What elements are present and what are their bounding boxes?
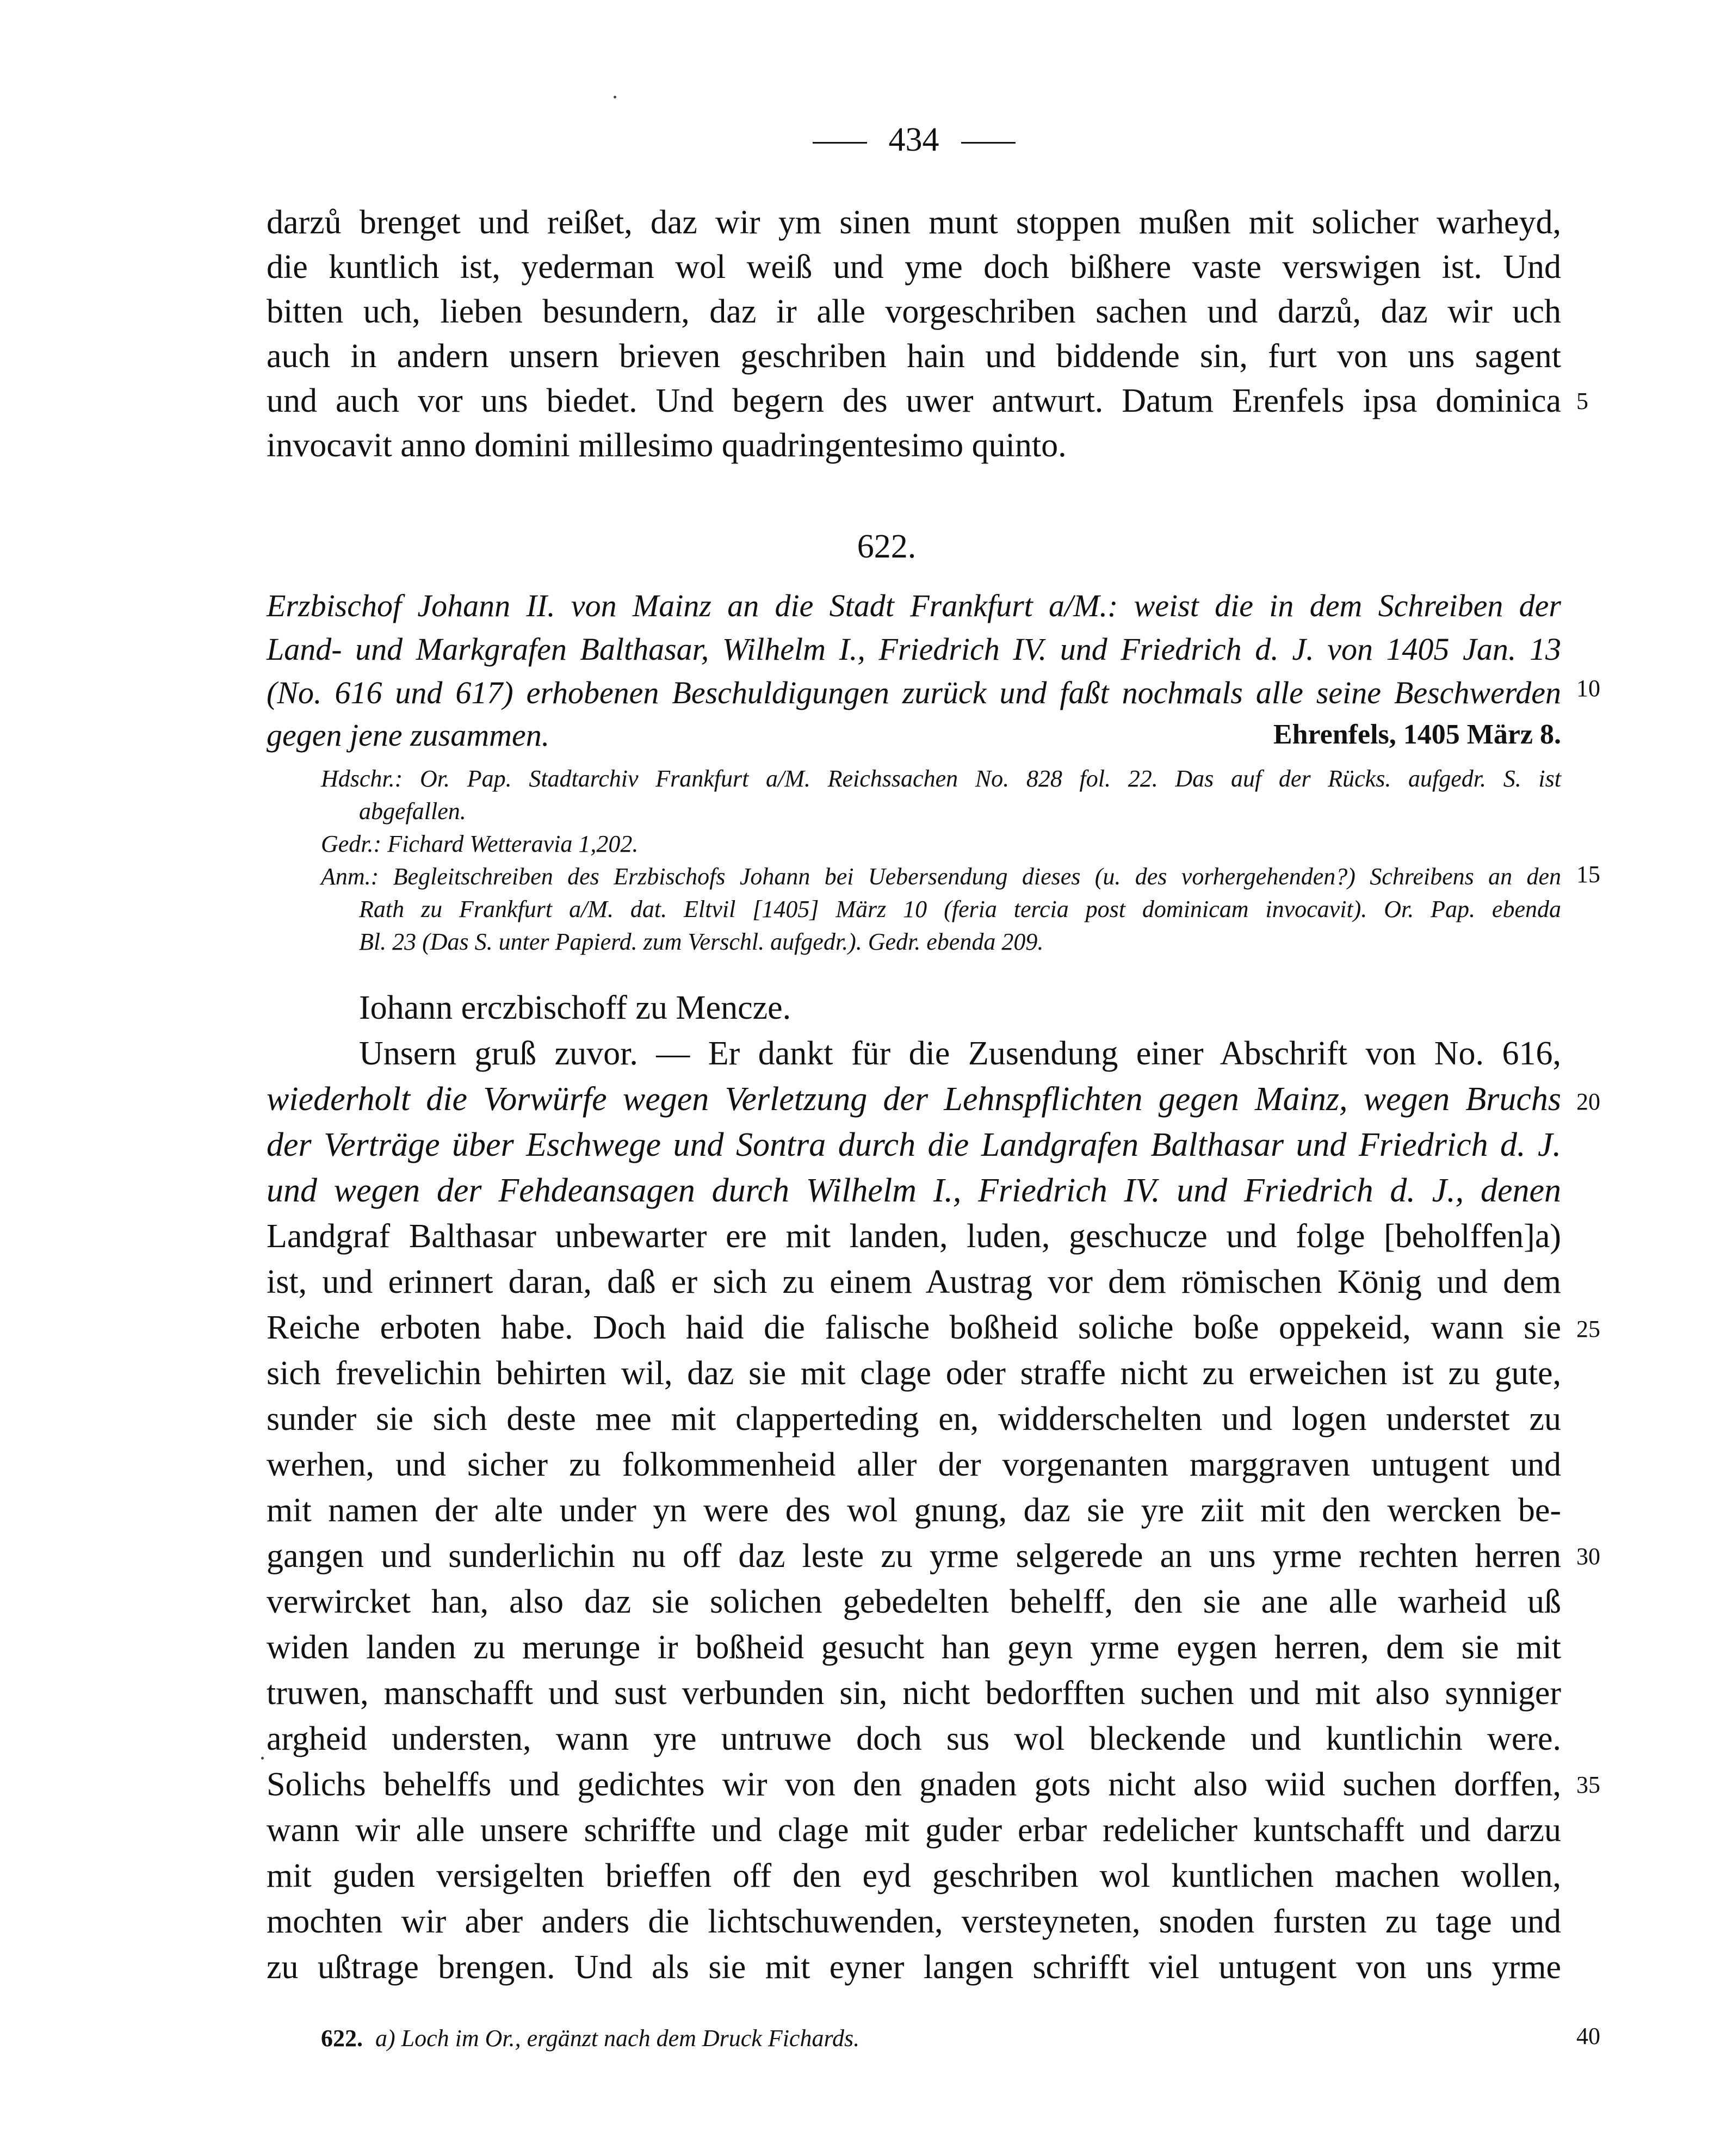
footnote-text: a) Loch im Or., ergänzt nach dem Druck Fichards. <box>375 2025 860 2052</box>
letter-line: wann wir alle unsere schriffte und clage mit guder erbar redelicher kuntschafft und darzu <box>267 1812 1561 1849</box>
line-number: 25 <box>1576 1316 1600 1342</box>
letter-line: Solichs behelffs und gedichtes wir von den gnaden gots nicht also wiid suchen dorffen, <box>267 1766 1561 1803</box>
regest-line: Land- und Markgrafen Balthasar, Wilhelm I., Friedrich IV. und Friedrich d. J. von 1405 Jan. 13 <box>267 631 1561 667</box>
place-date: Ehrenfels, 1405 März 8. <box>1273 719 1561 750</box>
regest-line: Erzbischof Johann II. von Mainz an die Stadt Frankfurt a/M.: weist die in dem Schreiben der <box>267 588 1561 623</box>
letter-line: mit namen der alte under yn were des wol gnung, daz sie yre ziit mit den wercken be- <box>267 1492 1561 1529</box>
letter-line: wiederholt die Vorwürfe wegen Verletzung der Lehnspflichten gegen Mainz, wegen Bruchs <box>267 1081 1561 1118</box>
line-number: 20 <box>1576 1088 1600 1115</box>
letter-line: Landgraf Balthasar unbewarter ere mit landen, luden, geschucze und folge [beholffen]a) <box>267 1218 1561 1255</box>
scan-speck <box>261 1757 264 1760</box>
text-line: invocavit anno domini millesimo quadringentesimo quinto. <box>267 427 1067 464</box>
letter-line: sich frevelichin behirten wil, daz sie mit clage oder straffe nicht zu erweichen ist zu gute, <box>267 1355 1561 1392</box>
letter-line: werhen, und sicher zu folkommenheid aller der vorgenanten marggraven untugent und <box>267 1446 1561 1483</box>
page-header <box>762 121 1066 159</box>
line-number: 5 <box>1576 388 1588 414</box>
apparatus-line: Hdschr.: Or. Pap. Stadtarchiv Frankfurt a/M. Reichssachen No. 828 fol. 22. Das auf der Rücks. aufgedr. S. ist <box>321 765 1561 792</box>
letter-line: widen landen zu merunge ir boßheid gesucht han geyn yrme eygen herren, dem sie mit <box>267 1629 1561 1666</box>
line-number: 35 <box>1576 1771 1600 1798</box>
letter-line: argheid understen, wann yre untruwe doch sus wol bleckende und kuntlichin were. <box>267 1720 1561 1757</box>
letter-salutation: Iohann erczbischoff zu Mencze. <box>359 989 791 1026</box>
apparatus-line: Rath zu Frankfurt a/M. dat. Eltvil [1405] März 10 (feria tercia post dominicam invocavit). Or. Pap. ebenda <box>359 896 1561 922</box>
line-number: 30 <box>1576 1543 1600 1570</box>
text-line: bitten uch, lieben besundern, daz ir alle vorgeschriben sachen und darzů, daz wir uch <box>267 293 1561 330</box>
apparatus-line: Bl. 23 (Das S. unter Papierd. zum Verschl. aufgedr.). Gedr. ebenda 209. <box>359 928 1044 955</box>
page-number: 434 <box>888 121 939 158</box>
letter-line: der Verträge über Eschwege und Sontra durch die Landgrafen Balthasar und Friedrich d. J. <box>267 1126 1561 1163</box>
letter-line: gangen und sunderlichin nu off daz leste zu yrme selgerede an uns yrme rechten herren <box>267 1538 1561 1575</box>
apparatus-line: Gedr.: Fichard Wetteravia 1,202. <box>321 831 639 857</box>
regest-line: gegen jene zusammen. <box>267 717 550 753</box>
text-line: auch in andern unsern brieven geschriben hain und biddende sin, furt von uns sagent <box>267 338 1561 375</box>
letter-line: sunder sie sich deste mee mit clapperteding en, widderschelten und logen understet zu <box>267 1401 1561 1438</box>
regest-line: (No. 616 und 617) erhobenen Beschuldigungen zurück und faßt nochmals alle seine Beschwerden <box>267 675 1561 710</box>
letter-line: und wegen der Fehdeansagen durch Wilhelm I., Friedrich IV. und Friedrich d. J., denen <box>267 1172 1561 1209</box>
apparatus-line: abgefallen. <box>359 798 466 825</box>
text-line: darzů brenget und reißet, daz wir ym sinen munt stoppen mußen mit solicher warheyd, <box>267 204 1561 241</box>
text-line: und auch vor uns biedet. Und begern des uwer antwurt. Datum Erenfels ipsa dominica <box>267 382 1561 419</box>
letter-line: mochten wir aber anders die lichtschuwenden, versteyneten, snoden fursten zu tage und <box>267 1903 1561 1940</box>
letter-line: mit guden versigelten brieffen off den eyd geschriben wol kuntlichen machen wollen, <box>267 1857 1561 1894</box>
line-number: 40 <box>1576 2023 1600 2049</box>
header-dash-left <box>813 142 867 144</box>
letter-line: ist, und erinnert daran, daß er sich zu einem Austrag vor dem römischen König und dem <box>267 1263 1561 1300</box>
letter-line: zu ußtrage brengen. Und als sie mit eyner langen schrifft viel untugent von uns yrme <box>267 1949 1561 1986</box>
header-dash-right <box>961 142 1016 144</box>
letter-line: Unsern gruß zuvor. — Er dankt für die Zusendung einer Abschrift von No. 616, <box>359 1035 1561 1072</box>
scan-speck <box>614 96 616 98</box>
footnote-label: 622. <box>321 2025 363 2052</box>
letter-line: verwircket han, also daz sie solichen gebedelten behelff, den sie ane alle warheid uß <box>267 1583 1561 1620</box>
text-line: die kuntlich ist, yederman wol weiß und yme doch bißhere vaste verswigen ist. Und <box>267 249 1561 286</box>
line-number: 15 <box>1576 861 1600 888</box>
apparatus-line: Anm.: Begleitschreiben des Erzbischofs Johann bei Uebersendung dieses (u. des vorhergehenden?) Schreibens an den <box>321 863 1561 890</box>
letter-line: truwen, manschafft und sust verbunden sin, nicht bedorfften suchen und mit also synniger <box>267 1675 1561 1712</box>
letter-line: Reiche erboten habe. Doch haid die falische boßheid soliche boße oppekeid, wann sie <box>267 1309 1561 1346</box>
document-number: 622. <box>857 528 917 565</box>
line-number: 10 <box>1576 675 1600 702</box>
